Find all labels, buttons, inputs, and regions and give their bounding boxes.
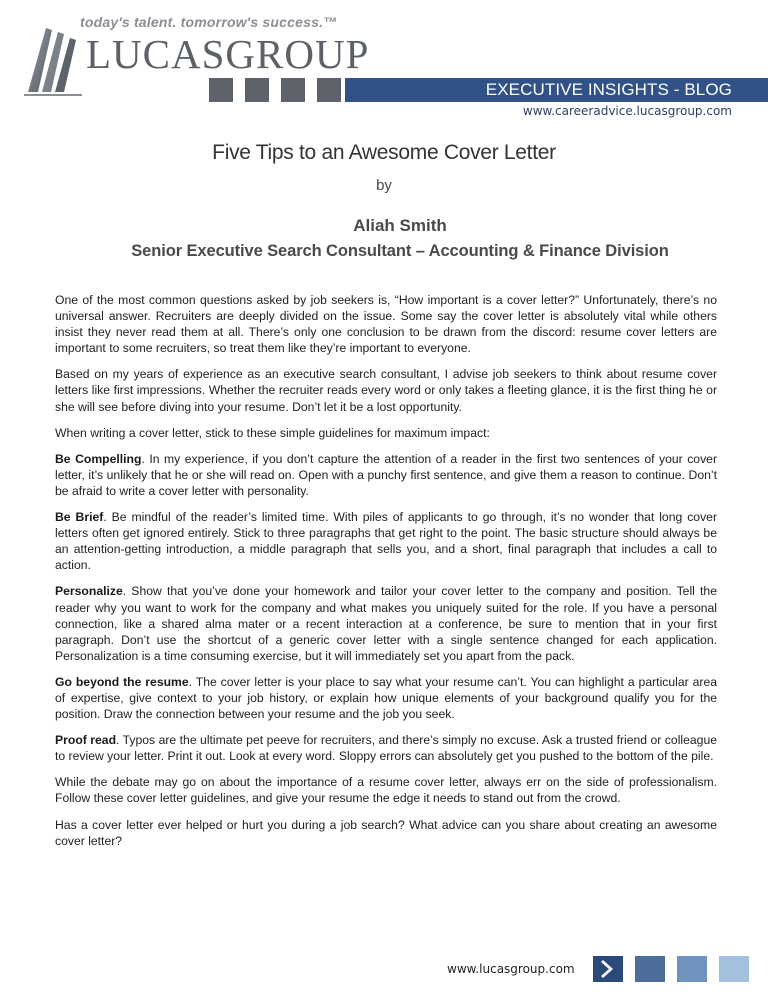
tip-text: . In my experience, if you don’t capture the attention of a reader in the first two sentences of your cover letter, it’s unlikely that he or she will read on. Open with a punchy first sentence, and give them a reason to continue. Don’t be afraid to write a cover letter with personality. <box>55 451 717 498</box>
blog-banner <box>345 78 768 102</box>
career-advice-link[interactable]: www.careeradvice.lucasgroup.com <box>522 104 732 118</box>
decorative-squares <box>209 78 341 102</box>
tip-paragraph <box>55 451 717 499</box>
intro-paragraph: Based on my years of experience as an executive search consultant, I advise job seekers to think about resume cover letters like first impressions. Whether the recruiter reads every word or only takes a fleeting glance, it is the first thing he or she will see before diving into your resume. Don’t let it be a lost opportunity. <box>55 367 717 414</box>
tip-paragraph <box>55 732 717 764</box>
footer-square <box>719 956 749 982</box>
tip-paragraph <box>55 509 717 573</box>
logo-text: LUCASGROUP <box>86 31 370 77</box>
tip-text: . Be mindful of the reader’s limited time. With piles of applicants to go through, it’s no wonder that long cover letters often get ignored entirely. Stick to three paragraphs that get right to the point. The basic structure should always be an attention-getting introduction, a middle paragraph that sells you, and a short, final paragraph that includes a call to action. <box>55 510 717 573</box>
tip-text: . The cover letter is your place to say what your resume can’t. You can highlight a particular area of expertise, give context to your job history, or explain how unique elements of your background qualify you for the position. Draw the connection between your resume and the job you seek. <box>55 674 718 722</box>
tagline: today's talent. tomorrow's success.™ <box>80 14 338 30</box>
chevron-right-icon[interactable] <box>593 956 623 982</box>
footer-square <box>677 956 707 982</box>
tip-lead: Personalize <box>55 584 123 599</box>
decorative-square <box>317 78 341 102</box>
tip-lead: Be Brief <box>55 510 104 525</box>
tip-lead: Go beyond the resume <box>55 674 189 689</box>
tip-paragraph <box>55 674 717 722</box>
author-role: Senior Executive Search Consultant – Accounting & Finance Division <box>131 242 669 260</box>
article-title: Five Tips to an Awesome Cover Letter <box>212 141 556 164</box>
author-name: Aliah Smith <box>353 216 447 235</box>
article-body <box>55 292 717 859</box>
lucas-group-mark-icon <box>24 22 84 96</box>
chevron-right-glyph <box>600 959 616 979</box>
tip-lead: Proof read <box>55 733 117 748</box>
closing-paragraph: Has a cover letter ever helped or hurt you during a job search? What advice can you share about creating an awesome cover letter? <box>55 817 717 848</box>
banner-title: EXECUTIVE INSIGHTS - BLOG <box>485 80 732 99</box>
decorative-square <box>245 78 269 102</box>
intro-paragraph: When writing a cover letter, stick to these simple guidelines for maximum impact: <box>55 425 490 440</box>
decorative-square <box>209 78 233 102</box>
tip-paragraph <box>55 583 717 663</box>
footer-square <box>635 956 665 982</box>
closing-paragraph: While the debate may go on about the importance of a resume cover letter, always err on the side of professionalism. Follow these cover letter guidelines, and give your resume the edge it needs to stand out from the crowd. <box>55 775 717 806</box>
footer-link[interactable]: www.lucasgroup.com <box>447 962 575 976</box>
decorative-square <box>281 78 305 102</box>
byline-by: by <box>376 177 392 194</box>
tip-text: . Typos are the ultimate pet peeve for recruiters, and there’s simply no excuse. Ask a trusted friend or colleague to review your letter. Print it out. Look at every word. Sloppy errors can absolutely get you pushed to the bottom of the pile. <box>55 733 717 764</box>
tip-text: . Show that you’ve done your homework and tailor your cover letter to the company and position. Tell the reader why you want to work for the company and what makes you uniquely suited for the role. If you have a personal connection, like a shared alma mater or a recent interaction at a conference, be sure to mention that in your first paragraph. Don’t use the shortcut of a generic cover letter with a single sentence changed for each application. Personalization is a time consuming exercise, but it will immediately set you apart from the pack. <box>55 584 717 663</box>
intro-paragraph: One of the most common questions asked by job seekers is, “How important is a cover letter?” Unfortunately, there’s no universal answer. Recruiters are deeply divided on the issue. Some say the cover letter is absolutely vital while others insist they never read them at all. There’s only one conclusion to be drawn from the discord: resume cover letters are important to some recruiters, so treat them like they’re important to everyone. <box>55 293 717 356</box>
tip-lead: Be Compelling <box>55 451 142 466</box>
